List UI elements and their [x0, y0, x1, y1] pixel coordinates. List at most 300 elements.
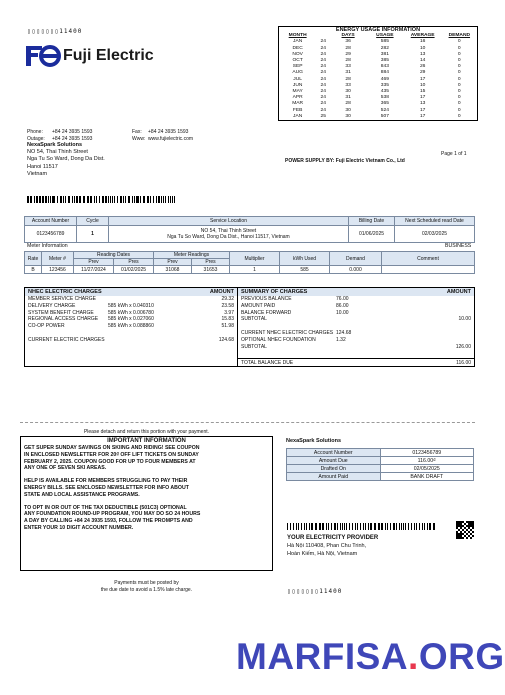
meter-header: Demand: [330, 252, 382, 266]
charge-amount: 29.32: [221, 296, 234, 302]
usage-cell: 13: [419, 51, 426, 57]
meter-cell: 31068: [154, 266, 192, 274]
info-line: IN ENCLOSED NEWSLETTER FOR 20₫ OFF LIFT TICKETS ON SUNDAY: [24, 451, 199, 458]
summary-subtotal: [376, 337, 471, 344]
barcode-bar: [422, 523, 423, 530]
electric-charges-panel: [25, 288, 238, 366]
barcode-bar: [156, 196, 157, 203]
usage-cell: 14: [419, 58, 426, 64]
barcode-bar: [99, 196, 101, 203]
usage-cell: 28: [345, 76, 351, 82]
summary-name: BALANCE FORWARD: [241, 309, 292, 316]
barcode-bar: [172, 196, 174, 203]
outage-value: +84 24 3935 1593: [52, 136, 93, 142]
usage-cell: 0: [457, 113, 461, 119]
barcode-bar: [301, 523, 303, 530]
usage-cell: 0: [457, 76, 461, 82]
barcode-bar: [371, 523, 372, 530]
meter-info-label: Meter Information: [27, 243, 68, 249]
watermark: [236, 636, 505, 678]
barcode-bar: [83, 196, 85, 203]
usage-header: USAGE: [376, 33, 394, 39]
power-supply-note: POWER SUPPLY BY: Fuji Electric Vietnam Co., Ltd: [285, 158, 405, 164]
fuji-logo-icon: [26, 44, 60, 68]
account-header: Service Location: [109, 217, 349, 226]
customer-name: NexaSpark Solutions: [27, 142, 83, 148]
charge-line: [25, 316, 237, 323]
barcode-bar: [430, 523, 431, 530]
charges-amount-label: AMOUNT: [209, 289, 234, 295]
summary-line: [238, 296, 474, 303]
remit-row: [287, 449, 474, 457]
usage-cell: DEC: [292, 45, 303, 51]
usage-cell: 28: [345, 58, 351, 64]
meter-cell: 31653: [192, 266, 230, 274]
usage-cell: 16: [419, 39, 426, 45]
barcode-bar: [165, 196, 167, 203]
barcode-bar: [150, 196, 152, 203]
summary-line: [238, 303, 474, 310]
usage-cell: 585: [380, 39, 389, 45]
usage-cell: 24: [320, 58, 326, 64]
summary-value: 86.00: [336, 302, 349, 309]
barcode-bar: [363, 523, 364, 530]
usage-cell: JAN: [293, 113, 303, 119]
barcode: [27, 196, 177, 203]
usage-cell: 30: [345, 89, 351, 95]
barcode-bar: [360, 523, 362, 530]
customer-address: [27, 142, 105, 178]
qr-code-icon: [456, 521, 474, 539]
usage-cell: 33: [345, 82, 351, 88]
usage-cell: 24: [320, 70, 326, 76]
info-line: GET SUPER SUNDAY SAVINGS ON SKIING AND RIDING! SEE COUPON: [24, 445, 200, 451]
info-line: ANY FOUNDATION ROUND-UP PROGRAM, YOU MAY DO SO 24 HOURS: [24, 511, 201, 518]
remit-row: [287, 465, 474, 473]
summary-title: SUMMARY OF CHARGES: [241, 289, 308, 295]
usage-cell: 29: [419, 70, 426, 76]
phone-value: +84 24 3935 1593: [52, 129, 93, 135]
provider-name: YOUR ELECTRICITY PROVIDER: [287, 535, 379, 541]
usage-cell: 10: [419, 45, 426, 51]
charge-name: SYSTEM BENEFIT CHARGE: [28, 309, 94, 316]
usage-cell: 28: [345, 101, 351, 107]
usage-cell: 0: [457, 82, 461, 88]
total-balance: 116.00: [456, 359, 471, 366]
barcode-bar: [60, 196, 62, 203]
barcode-bar: [117, 196, 118, 203]
remit-value: BANK DRAFT: [380, 473, 474, 481]
barcode-bar: [112, 196, 114, 203]
usage-cell: 24: [320, 101, 326, 107]
detach-note: Please detach and return this portion with your payment.: [83, 429, 210, 435]
usage-cell: 24: [320, 64, 326, 70]
usage-cell: 435: [380, 89, 389, 95]
summary-line: [238, 344, 474, 351]
customer-line: Nga Tu So Ward, Dong Da Dist.: [27, 156, 105, 163]
summary-value: 76.00: [336, 296, 349, 302]
barcode-bar: [290, 523, 291, 530]
barcode-bar: [328, 523, 329, 530]
usage-cell: 524: [380, 107, 389, 113]
barcode-bar: [48, 196, 49, 203]
watermark-text: ORG: [418, 636, 505, 677]
barcode-bar: [105, 196, 107, 203]
barcode-bar: [96, 196, 97, 203]
usage-cell: 0: [457, 101, 461, 107]
summary-name: AMOUNT PAID: [241, 302, 276, 309]
barcode-bar: [344, 523, 346, 530]
remit-row: [287, 473, 474, 481]
meter-subheader: Pres: [192, 259, 230, 266]
summary-subtotal: 126.00: [455, 343, 471, 350]
provider-address-line: Hà Nội 110408, Phan Chu Trinh,: [287, 543, 367, 549]
usage-cell: 36: [345, 39, 351, 45]
barcode-bar: [312, 523, 313, 530]
barcode-bar: [158, 196, 160, 203]
barcode-bar: [419, 523, 421, 530]
summary-value: [336, 316, 376, 323]
info-line: ANY ONE OF SEVEN SKI AREAS.: [24, 465, 107, 472]
barcode-bar: [315, 523, 317, 530]
www-label: Www:: [132, 136, 146, 142]
service-location: NO 54, Thai Thinh Street: [200, 227, 257, 234]
charges-section: [24, 287, 475, 367]
barcode-bar: [52, 196, 54, 203]
barcode-bar: [403, 523, 405, 530]
barcode-bar: [405, 523, 406, 530]
usage-cell: JUN: [292, 82, 303, 88]
usage-cell: JUL: [293, 76, 302, 82]
barcode-bar: [54, 196, 55, 203]
total-label: TOTAL BALANCE DUE: [241, 359, 294, 366]
usage-cell: 24: [320, 45, 326, 51]
meter-header: Comment: [382, 252, 475, 266]
energy-usage-table: [278, 26, 478, 121]
usage-cell: MAR: [292, 101, 304, 107]
charge-amount: 51.98: [221, 323, 234, 330]
usage-header: AVERAGE: [410, 33, 435, 39]
charge-line: [25, 296, 237, 303]
barcode-bar: [114, 196, 115, 203]
charge-name: CO-OP POWER: [28, 323, 65, 330]
barcode-bar: [427, 523, 429, 530]
barcode-bar: [296, 523, 297, 530]
remit-value: 02/05/2025: [380, 465, 474, 473]
remit-value: 0123456789: [380, 449, 474, 457]
summary-value: 124.68: [336, 330, 352, 337]
barcode-bar: [368, 523, 370, 530]
usage-cell: FEB: [292, 107, 303, 113]
meter-header: Meter #: [42, 252, 74, 266]
charge-calc: 585 kWh x 0.088860: [108, 323, 154, 330]
meter-subheader: Prev: [74, 259, 114, 266]
brand-logo: [26, 44, 154, 68]
barcode-bar: [108, 196, 109, 203]
summary-subtotal: [376, 296, 471, 303]
barcode-bar: [424, 523, 425, 530]
account-table: [24, 216, 475, 243]
meter-header: kWh Used: [280, 252, 330, 266]
barcode-bar: [287, 523, 288, 530]
usage-cell: 24: [320, 89, 326, 95]
usage-cell: 28: [345, 45, 351, 51]
usage-title: ENERGY USAGE INFORMATION: [335, 27, 421, 33]
summary-panel: [238, 288, 474, 366]
summary-name: SUBTOTAL: [241, 316, 267, 323]
summary-line: [238, 310, 474, 317]
usage-cell: 17: [419, 107, 426, 113]
watermark-text: MARFISA: [236, 636, 409, 677]
barcode-bar: [65, 196, 66, 203]
barcode-bar: [125, 196, 126, 203]
info-line: ENERGY BILLS. SEE ENCLOSED NEWSLETTER FOR INFO ABOUT: [24, 484, 189, 491]
barcode-bar: [34, 196, 35, 203]
customer-line: NO 54, Thai Thinh Street: [27, 149, 88, 156]
charge-name: REGIONAL ACCESS CHARGE: [28, 316, 99, 323]
provider-address: [287, 543, 366, 558]
barcode-bar: [357, 523, 358, 530]
cycle: 1: [77, 226, 109, 243]
barcode-bar: [390, 523, 392, 530]
usage-cell: 24: [320, 51, 326, 57]
service-location: Nga Tu So Ward, Dong Da Dist., Hanoi 11517, Vietnam: [167, 234, 290, 240]
usage-cell: 24: [320, 39, 326, 45]
usage-cell: 0: [457, 39, 461, 45]
barcode-bar: [168, 196, 169, 203]
barcode-bar: [134, 196, 135, 203]
usage-cell: 0: [457, 64, 461, 70]
usage-cell: OCT: [292, 58, 303, 64]
bottom-account-code: ▯▯▯▯▯▯▯11400: [287, 588, 343, 595]
provider-address-line: Hoàn Kiếm, Hà Nội, Vietnam: [287, 550, 358, 557]
usage-cell: 0: [457, 95, 461, 101]
current-charges-amount: 124.68: [218, 336, 234, 343]
account-code: ▯▯▯▯▯▯▯11400: [27, 28, 83, 35]
charge-calc: 585 kWh x 0.006780: [108, 309, 154, 316]
barcode-bar: [385, 523, 386, 530]
info-line: FEBRUARY 2, 2025. COUPON GOOD FOR UP TO FOUR MEMBERS AT: [24, 458, 196, 465]
remit-value: 116.00₫: [380, 457, 474, 465]
outage-label: Outage:: [27, 136, 45, 142]
barcode-bar: [337, 523, 339, 530]
remit-label: Drafted On: [287, 465, 381, 473]
barcode-bar: [293, 523, 295, 530]
barcode-bar: [306, 523, 307, 530]
barcode-bar: [381, 523, 383, 530]
meter-cell: 1: [230, 266, 280, 274]
meter-cell: B: [25, 266, 42, 274]
barcode-bar: [136, 196, 138, 203]
remit-row: [287, 457, 474, 465]
account-header: Billing Date: [349, 217, 395, 226]
barcode-bar: [352, 523, 354, 530]
usage-cell: 884: [380, 70, 389, 76]
barcode-bar: [355, 523, 356, 530]
remit-table: [286, 448, 474, 481]
usage-cell: 469: [380, 76, 389, 82]
summary-name: SUBTOTAL: [241, 343, 267, 350]
usage-cell: 26: [419, 64, 426, 70]
barcode-bar: [68, 196, 70, 203]
summary-subtotal: 10.00: [458, 316, 471, 323]
account-header: Account Number: [25, 217, 77, 226]
barcode-bar: [143, 196, 145, 203]
meter-cell: 123456: [42, 266, 74, 274]
contact-block: [27, 129, 193, 143]
barcode-bar: [39, 196, 41, 203]
usage-cell: NOV: [292, 51, 303, 57]
summary-value: [336, 344, 376, 351]
usage-cell: 25: [320, 113, 326, 119]
charge-amount: 15.83: [221, 316, 234, 323]
barcode-bar: [30, 196, 32, 203]
usage-cell: 30: [345, 107, 351, 113]
barcode-bar: [399, 523, 400, 530]
usage-cell: 0: [457, 70, 461, 76]
posted-line: Payments must be posted by: [114, 580, 179, 586]
barcode: [287, 523, 437, 530]
usage-cell: AUG: [292, 70, 303, 76]
summary-line: [238, 330, 474, 337]
summary-line: [238, 316, 474, 323]
account-header: Cycle: [77, 217, 109, 226]
charge-calc: 585 kWh x 0.040310: [108, 302, 154, 309]
summary-name: PREVIOUS BALANCE: [241, 296, 292, 302]
usage-header: DEMAND: [448, 33, 471, 39]
info-line: A DAY BY CALLING +84 24 3935 1593, FOLLOW THE PROMPTS AND: [24, 518, 193, 525]
usage-cell: 24: [320, 76, 326, 82]
usage-cell: 13: [419, 101, 426, 107]
customer-line: Vietnam: [27, 170, 48, 177]
usage-header: MONTH: [288, 33, 307, 39]
barcode-bar: [365, 523, 366, 530]
usage-cell: 0: [457, 45, 461, 51]
usage-cell: 843: [380, 64, 389, 70]
usage-cell: 31: [345, 70, 351, 76]
usage-cell: 17: [419, 76, 426, 82]
barcode-bar: [36, 196, 37, 203]
usage-cell: MAY: [292, 89, 303, 95]
charge-calc: 585 kWh x 0.027060: [108, 316, 154, 323]
usage-cell: SEP: [292, 64, 303, 70]
barcode-bar: [349, 523, 350, 530]
barcode-bar: [80, 196, 81, 203]
usage-cell: 0: [457, 58, 461, 64]
usage-row: [279, 114, 478, 121]
barcode-bar: [298, 523, 299, 530]
customer-line: Hanoi 11517: [27, 163, 58, 170]
usage-cell: 365: [380, 101, 389, 107]
usage-cell: 385: [380, 58, 389, 64]
charge-name: MEMBER SERVICE CHARGE: [28, 296, 96, 302]
barcode-bar: [76, 196, 78, 203]
charge-line: [25, 310, 237, 317]
info-line: HELP IS AVAILABLE FOR MEMBERS STRUGGLING TO PAY THEIR: [24, 478, 188, 485]
important-info-box: [20, 436, 273, 571]
barcode-bar: [408, 523, 409, 530]
usage-cell: 282: [380, 45, 389, 51]
summary-amount-label: AMOUNT: [446, 289, 471, 295]
usage-cell: 24: [320, 95, 326, 101]
usage-cell: 24: [320, 107, 326, 113]
meter-cell: 0.000: [330, 266, 382, 274]
barcode-bar: [331, 523, 333, 530]
charge-calc: [108, 296, 221, 303]
billing-date: 01/06/2025: [349, 226, 395, 243]
phone-label: Phone:: [27, 129, 43, 135]
barcode-bar: [132, 196, 133, 203]
meter-cell: [382, 266, 475, 274]
info-line: TO OPT IN OR OUT OF THE TAX DEDUCTIBLE (501C3) OPTIONAL: [24, 504, 187, 511]
usage-header: DAYS: [341, 33, 355, 39]
usage-cell: 335: [380, 82, 389, 88]
barcode-bar: [322, 523, 324, 530]
meter-subheader: Pres: [114, 259, 154, 266]
barcode-bar: [374, 523, 376, 530]
usage-cell: 0: [457, 107, 461, 113]
barcode-bar: [45, 196, 47, 203]
meter-header: Reading Dates: [74, 252, 154, 259]
barcode-bar: [326, 523, 327, 530]
info-title: IMPORTANT INFORMATION: [107, 438, 186, 444]
usage-cell: APR: [292, 95, 303, 101]
summary-subtotal: [376, 310, 471, 317]
charge-line: [25, 323, 237, 330]
usage-cell: 33: [345, 64, 351, 70]
meter-cell: 585: [280, 266, 330, 274]
website-link[interactable]: www.fujielectric.com: [148, 136, 194, 142]
summary-subtotal: [376, 330, 471, 337]
usage-cell: 17: [419, 113, 426, 119]
barcode-bar: [72, 196, 73, 203]
next-read-date: 02/03/2025: [395, 226, 475, 243]
barcode-bar: [57, 196, 58, 203]
usage-cell: 0: [457, 51, 461, 57]
usage-cell: 29: [345, 51, 351, 57]
current-charges-label: CURRENT ELECTRIC CHARGES: [28, 336, 105, 343]
cut-line: [20, 422, 475, 423]
fax-value: +84 24 3935 1593: [148, 129, 189, 135]
usage-cell: 538: [380, 95, 389, 101]
summary-name: CURRENT NHEC ELECTRIC CHARGES: [241, 330, 334, 337]
barcode-bar: [304, 523, 305, 530]
barcode-bar: [128, 196, 130, 203]
usage-cell: 381: [380, 51, 389, 57]
usage-cell: 10: [419, 82, 426, 88]
barcode-bar: [309, 523, 311, 530]
page-number: Page 1 of 1: [441, 151, 467, 157]
meter-category: BUSINESS: [445, 243, 472, 249]
brand-name: Fuji Electric: [63, 47, 154, 64]
usage-cell: 507: [380, 113, 389, 119]
usage-cell: 0: [457, 89, 461, 95]
barcode-bar: [433, 523, 435, 530]
usage-cell: 31: [345, 95, 351, 101]
barcode-bar: [416, 523, 417, 530]
summary-value: 1.32: [336, 336, 346, 343]
remit-label: Amount Due: [287, 457, 381, 465]
info-line: STATE AND LOCAL ASSISTANCE PROGRAMS.: [24, 491, 140, 498]
meter-header: Meter Readings: [154, 252, 230, 259]
barcode-bar: [90, 196, 92, 203]
usage-cell: 17: [419, 95, 426, 101]
barcode-bar: [396, 523, 398, 530]
barcode-bar: [123, 196, 124, 203]
usage-cell: 24: [320, 82, 326, 88]
fax-label: Fax:: [132, 129, 142, 135]
charge-name: DELIVERY CHARGE: [28, 302, 76, 309]
